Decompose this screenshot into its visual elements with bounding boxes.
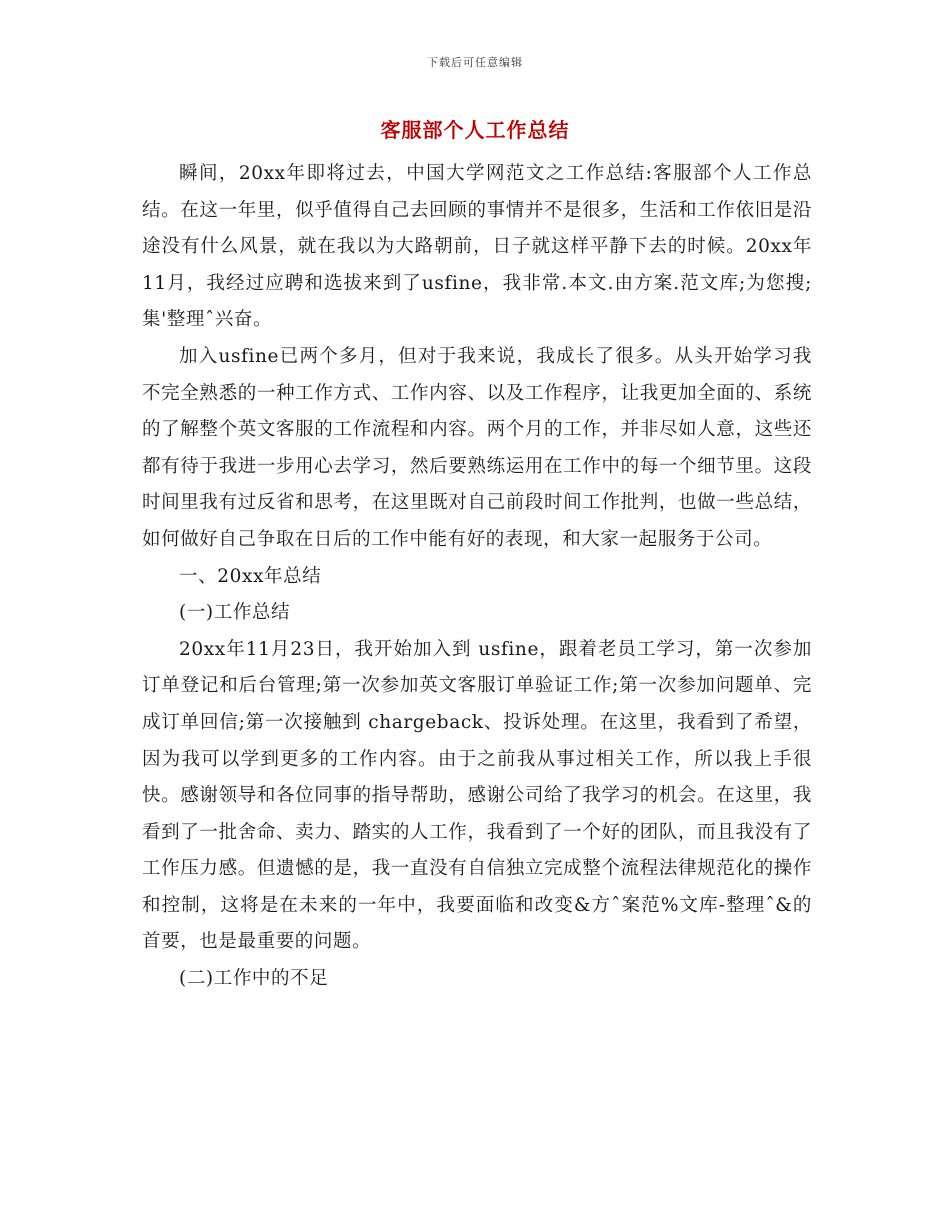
paragraph-work-summary: 20xx年11月23日，我开始加入到 usfine，跟着老员工学习，第一次参加订单登记和后台管理;第一次参加英文客服订单验证工作;第一次参加问题单、完成订单回信;第一次接触到 chargeback、投诉处理。在这里，我看到了希望，因为我可以学到更多的工作内容。由于之前我从事过相关工作，所以我上手很快。感谢领导和各位同事的指导帮助，感谢公司给了我学习的机会。在这里，我看到了一批舍命、卖力、踏实的人工作，我看到了一个好的团队，而且我没有了工作压力感。但遗憾的是，我一直没有自信独立完成整个流程法律规范化的操作和控制，这将是在未来的一年中，我要面临和改变&方ˆ案范%文库-整理ˆ&的首要，也是最重要的问题。 bbox=[142, 638, 812, 953]
document-title: 客服部个人工作总结 bbox=[380, 118, 570, 142]
paragraph-growth: 加入usfine已两个多月，但对于我来说，我成长了很多。从头开始学习我不完全熟悉的一种工作方式、工作内容、以及工作程序，让我更加全面的、系统的了解整个英文客服的工作流程和内容。两个月的工作，并非尽如人意，这些还都有待于我进一步用心去学习，然后要熟练运用在工作中的每一个细节里。这段时间里我有过反省和思考，在这里既对自己前段时间工作批判，也做一些总结，如何做好自己争取在日后的工作中能有好的表现，和大家一起服务于公司。 bbox=[142, 345, 812, 550]
section-heading-summary: 一、20xx年总结 bbox=[179, 565, 322, 587]
header-note: 下载后可任意编辑 bbox=[427, 56, 523, 69]
subsection-heading-work-summary: (一)工作总结 bbox=[179, 602, 291, 624]
document-body bbox=[142, 156, 812, 998]
paragraph-intro: 瞬间，20xx年即将过去，中国大学网范文之工作总结:客服部个人工作总结。在这一年里，似乎值得自己去回顾的事情并不是很多，生活和工作依旧是沿途没有什么风景，就在我以为大路朝前，日子就这样平静下去的时候。20xx年11月，我经过应聘和选拔来到了usfine，我非常.本文.由方案.范文库;为您搜;集'整理ˆ兴奋。 bbox=[142, 163, 812, 331]
subsection-heading-shortcomings: (二)工作中的不足 bbox=[179, 968, 329, 990]
